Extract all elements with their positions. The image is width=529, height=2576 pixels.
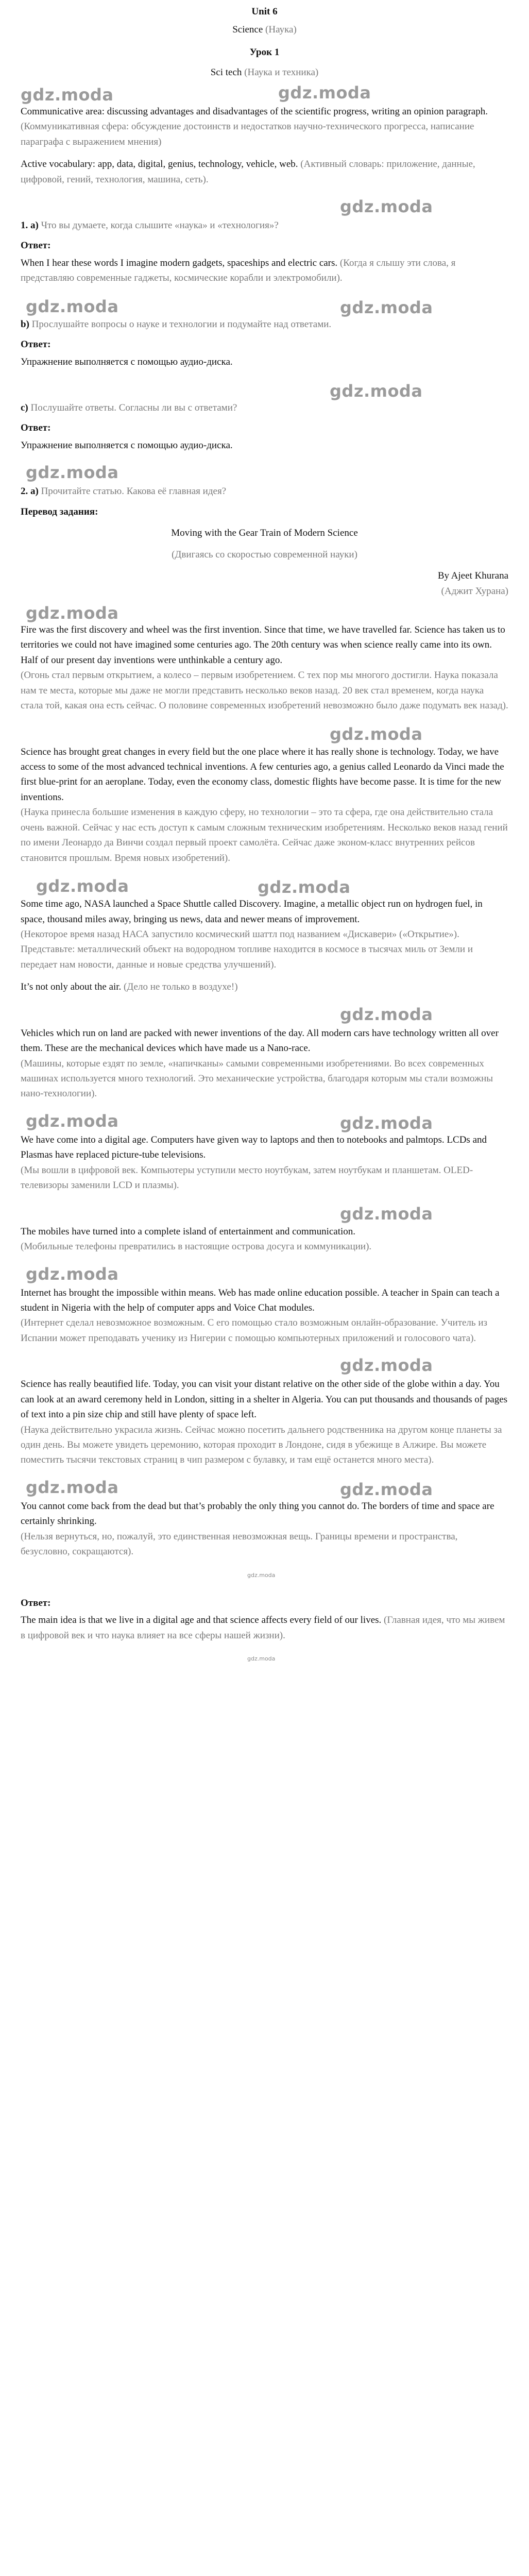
watermark: gdz.moda [340,297,433,317]
paragraph-ru: (Наука действительно украсила жизнь. Сейчас можно посетить дальнего родственника на другом конце планеты за один день. Вы можете увидеть церемонию, которая проходит в Лондоне, сидя в убежище в Алжире. Вы можете поместить тысячи текстовых страниц в чип размером с булавку, и там ещё останется много места). [21,1424,502,1466]
watermark-row [21,460,508,484]
paragraph-en: The mobiles have turned into a complete island of entertainment and communication. [21,1226,356,1237]
task-question: Прослушайте вопросы о науке и технологии и подумайте над ответами. [31,318,332,330]
paragraph-en: Internet has brought the impossible within means. Web has made online education possible. A teacher in Spain can teach a student in Nigeria with the help of computer apps and Voice Chat modules. [21,1287,500,1313]
answer-label: Ответ: [21,422,51,434]
article-paragraph [21,1026,508,1101]
author-en: By Ajeet Khurana [437,570,508,582]
paragraph-en: It’s not only about the air. [21,981,122,993]
paragraph-en: We have come into a digital age. Computers have given way to laptops and then to notebooks and palmtops. LCDs and Plasmas have replaced picture-tube televisions. [21,1134,487,1161]
watermark-row [21,873,508,896]
paragraph-ru: (Дело не только в воздухе!) [124,981,238,993]
watermark-row [21,1200,508,1224]
article-paragraph [21,744,508,866]
translation-label: Перевод задания: [21,506,98,517]
task-number: 1. а) [21,219,39,231]
paragraph-ru: (Мобильные телефоны превратились в настоящие острова досуга и коммуникации). [21,1241,372,1252]
vocabulary-en: Active vocabulary: app, data, digital, genius, technology, vehicle, web. [21,159,298,170]
watermark: gdz.moda [340,1004,433,1024]
watermark: gdz.moda [340,1204,433,1224]
science-en: Science [232,24,263,36]
watermark: gdz.moda [26,296,119,316]
lesson-title: Урок 1 [249,46,280,58]
article-title-en: Moving with the Gear Train of Modern Science [171,528,358,539]
watermark: gdz.moda [330,381,423,401]
task-question: Что вы думаете, когда слышите «наука» и «технология»? [41,219,279,231]
article-paragraph [21,1285,508,1346]
watermark: gdz.moda [340,1355,433,1376]
task-2a [21,484,508,599]
paragraph-ru: (Интернет сделал невозможное возможным. С его помощью стало возможным онлайн-образование. Учитель из Испании может преподавать ученику из Нигерии с помощью компьютерных приложений и голосового чата). [21,1317,488,1344]
paragraph-ru: (Нельзя вернуться, но, пожалуй, это единственная невозможная вещь. Границы времени и пространства, безусловно, сокращаются). [21,1531,458,1557]
paragraph-en: Fire was the first discovery and wheel was the first invention. Since that time, we have travelled far. Science has taken us to territories we could not have imagined some centuries ago. The 20th century was when science really came into its own. Half of our present day inventions were unthinkable a century ago. [21,624,505,666]
watermark: gdz.moda [278,82,371,103]
watermark: gdz.moda [26,1264,119,1284]
watermark-row [21,1650,508,1674]
final-answer [21,1596,508,1643]
watermark: gdz.moda [330,724,423,744]
answer-text: Упражнение выполняется с помощью аудио-диска. [21,439,233,451]
task-1a [21,218,508,286]
paragraph-ru: (Некоторое время назад НАСА запустило космический шаттл под названием «Дискавери» («Открытие»). Представьте: металлический объект на водородном топливе находится в космосе в тысячах миль от Земли и передает нам новости, данные и новые средства улучшений). [21,928,473,970]
watermark-row [21,1002,508,1026]
article-paragraph [21,1377,508,1468]
paragraph-en: Some time ago, NASA launched a Space Shuttle called Discovery. Imagine, a metallic object run on hydrogen fuel, in space, thousand miles away, bringing us news, data and newer means of improvement. [21,899,483,925]
task-question: Послушайте ответы. Согласны ли вы с ответами? [30,402,237,413]
communicative-en: Communicative area: discussing advantages and disadvantages of the scientific progress, writing an opinion paragraph. [21,106,488,117]
article-body [21,622,508,1560]
intro-communicative [21,104,508,149]
task-number: b) [21,318,29,330]
task-1c [21,400,508,453]
paragraph-ru: (Огонь стал первым открытием, а колесо – первым изобретением. С тех пор мы многого достигли. Наука показала нам те места, которые мы даже не могли представить несколько веков назад. 20 век стал временем, когда наука стала той, какая она есть сейчас. О половине современных изобретений невозможно было даже подумать век назад). [21,670,508,711]
author-ru: (Аджит Хурана) [441,585,508,597]
watermark-row [21,1353,508,1377]
article-paragraph [21,1132,508,1193]
watermark-row [21,293,508,317]
task-1b [21,317,508,369]
article-paragraph [21,896,508,972]
answer-text [21,256,508,286]
answer-ru: (Когда я слышу эти слова, я представляю современные гаджеты, космические корабли и электромобили). [21,257,456,284]
section-title [21,22,508,37]
paragraph-en: Vehicles which run on land are packed with newer inventions of the day. All modern cars have technology written all over them. These are the mechanical devices which have made us a Nano-race. [21,1027,499,1054]
topic-ru: (Наука и техника) [244,67,319,78]
watermark: gdz.moda [340,196,433,216]
answer-label: Ответ: [21,1597,51,1608]
watermark: gdz.moda [26,1477,119,1497]
vocabulary-ru: (Активный словарь: приложение, данные, цифровой, гений, технология, машина, сеть). [21,159,475,185]
science-ru: (Наука) [265,24,297,36]
article-paragraph [21,979,508,994]
watermark-row [21,377,508,400]
paragraph-ru: (Машины, которые ездят по земле, «напичканы» самыми современными изобретениями. Во всех современных машинах используется много технологий. Это механические устройства, благодаря которым мы стали возможны нано-технологии). [21,1058,493,1099]
watermark: gdz.moda [258,877,351,897]
task-question: Прочитайте статью. Какова её главная идея? [41,486,227,497]
watermark: gdz.moda [36,876,129,896]
watermark: gdz.moda [247,1655,276,1662]
unit-title: Unit 6 [251,6,278,17]
task-number: c) [21,402,28,413]
watermark-row [21,599,508,622]
answer-text: Упражнение выполняется с помощью аудио-диска. [21,356,233,367]
watermark: gdz.moda [247,1571,276,1579]
topic-title [21,65,508,80]
intro-vocabulary [21,157,508,187]
answer-en: When I hear these words I imagine modern gadgets, spaceships and electric cars. [21,257,338,268]
watermark-row [21,80,508,104]
watermark: gdz.moda [26,603,119,623]
article-paragraph [21,1224,508,1255]
answer-label: Ответ: [21,240,51,251]
topic-en: Sci tech [210,67,242,78]
communicative-ru: (Коммуникативная сфера: обсуждение достоинств и недостатков научно-технического прогресса, написание параграфа с выражением мнения) [21,121,474,147]
paragraph-ru: (Мы вошли в цифровой век. Компьютеры уступили место ноутбукам, затем ноутбукам и планшетам. OLED-телевизоры заменили LCD и плазмы). [21,1164,473,1191]
answer-label: Ответ: [21,339,51,350]
answer-ru: (Главная идея, что мы живем в цифровой век и что наука влияет на все сферы нашей жизни). [21,1615,505,1641]
watermark-row [21,1475,508,1499]
answer-text [21,1613,508,1643]
task-number: 2. а) [21,486,39,497]
watermark-row [21,1262,508,1285]
paragraph-en: Science has really beautified life. Today, you can visit your distant relative on the other side of the globe within a day. You can look at an award ceremony held in London, sitting in a shelter in Algeria. You can put thousands and thousands of pages of text into a pin size chip and still have plenty of space left. [21,1379,508,1420]
watermark: gdz.moda [26,1111,119,1131]
watermark: gdz.moda [21,84,114,105]
watermark: gdz.moda [26,463,119,483]
watermark: gdz.moda [340,1113,433,1133]
article-paragraph [21,1499,508,1560]
answer-en: The main idea is that we live in a digital age and that science affects every field of our lives. [21,1615,382,1626]
paragraph-en: You cannot come back from the dead but that’s probably the only thing you cannot do. The borders of time and space are certainly shrinking. [21,1500,494,1527]
watermark-row [21,1109,508,1132]
watermark-row [21,1567,508,1590]
paragraph-ru: (Наука принесла большие изменения в каждую сферу, но технологии – это та сфера, где она действительно стала очень важной. Сейчас у нас есть доступ к самым сложным техническим изобретениям. Несколько веков назад гений по имени Леонардо да Винчи создал первый проект самолёта. Сейчас даже эконом-класс внутренних рейсов становится прошлым. Время новых изобретений). [21,807,508,863]
article-paragraph [21,622,508,714]
paragraph-en: Science has brought great changes in every field but the one place where it has really shone is technology. Today, we have access to some of the most advanced technical inventions. A few centuries ago, a genius called Leonardo da Vinci made the first blue-print for an aeroplane. Today, even the economy class, domestic flights have become passe. It is time for the new inventions. [21,746,504,803]
article-title-ru: (Двигаясь со скоростью современной науки) [172,549,357,560]
watermark-row [21,721,508,744]
watermark: gdz.moda [340,1479,433,1499]
watermark-row [21,194,508,218]
